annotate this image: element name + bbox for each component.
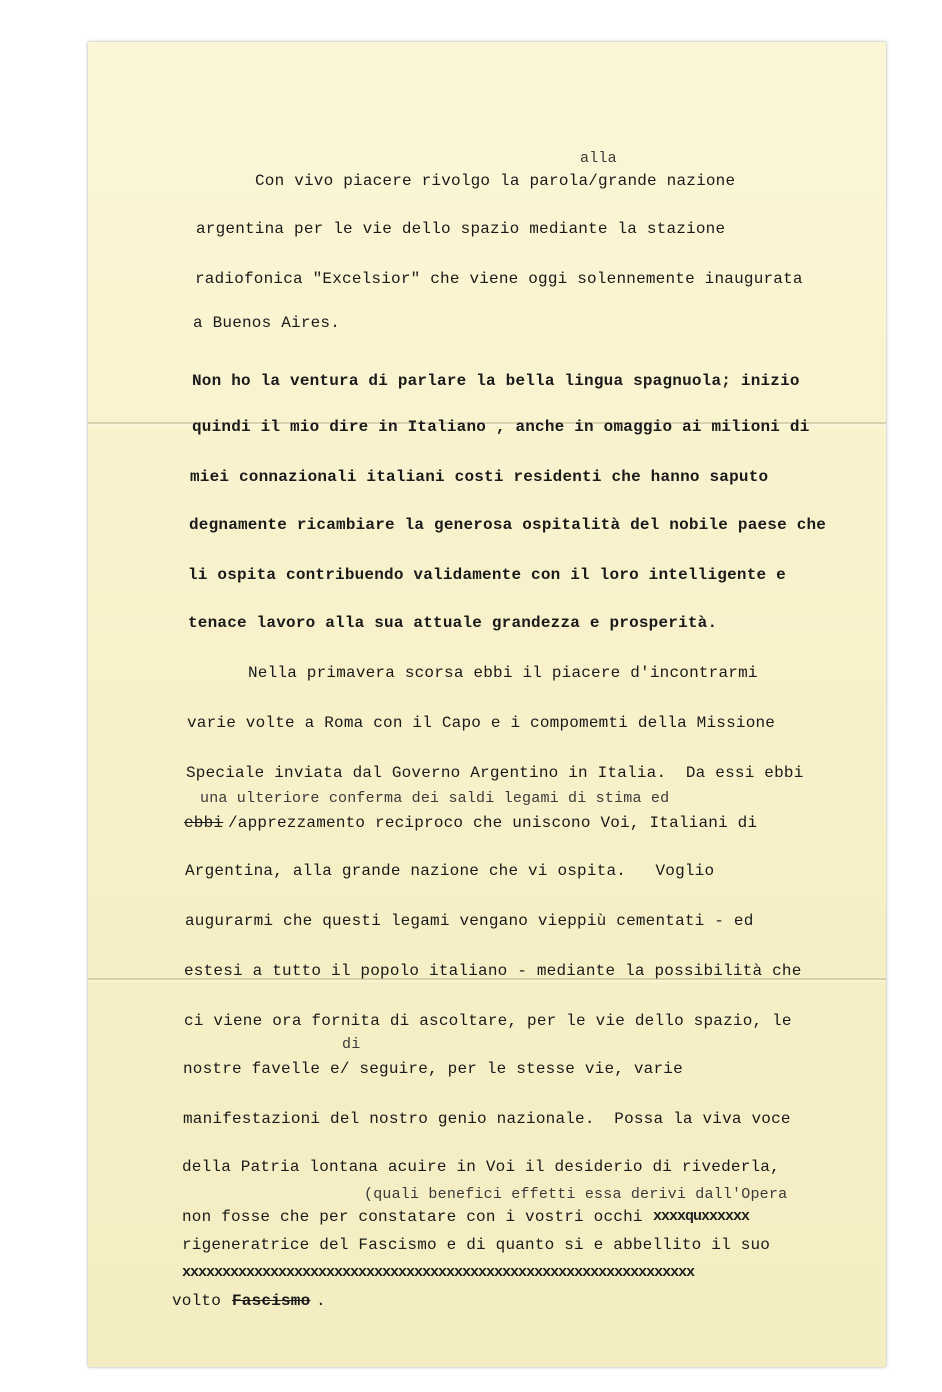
struck-ebbi: ebbi [184, 814, 224, 832]
text-line-18: ci viene ora fornita di ascoltare, per le vie dello spazio, le [184, 1012, 792, 1030]
struck-fascismo: Fascismo [232, 1292, 311, 1310]
text-line-16: augurarmi che questi legami vengano vieppiù cementati - ed [185, 912, 754, 930]
text-line-20: manifestazioni del nostro genio nazionale. Possa la viva voce [183, 1110, 791, 1128]
text-line-4: a Buenos Aires. [193, 314, 341, 332]
text-line-13: Speciale inviata dal Governo Argentino in Italia. Da essi ebbi [186, 764, 804, 782]
text-line-14: /apprezzamento reciproco che uniscono Voi, Italiani di [228, 814, 758, 832]
text-line-23: rigeneratrice del Fascismo e di quanto si e abbellito il suo [182, 1236, 771, 1254]
text-line-12: varie volte a Roma con il Capo e i compomemti della Missione [187, 714, 776, 732]
interlinear-di: di [342, 1036, 361, 1053]
text-line-2: argentina per le vie dello spazio mediante la stazione [196, 220, 726, 238]
text-line-1: Con vivo piacere rivolgo la parola/grande nazione [255, 172, 736, 190]
letter-sheet [88, 42, 886, 1367]
text-line-24: volto [172, 1292, 231, 1310]
ending-period: . [316, 1292, 326, 1310]
text-line-21: della Patria lontana acuire in Voi il desiderio di rivederla, [182, 1158, 780, 1176]
struck-occhi-tail: xxxxquxxxxxx [653, 1208, 750, 1225]
text-line-8: degnamente ricambiare la generosa ospitalità del nobile paese che [189, 516, 827, 534]
text-line-7: miei connazionali italiani costi residenti che hanno saputo [190, 468, 769, 486]
struck-row: xxxxxxxxxxxxxxxxxxxxxxxxxxxxxxxxxxxxxxxxxxxxxxxxxxxxxxxxxxxxxxxx [182, 1264, 695, 1281]
interlinear-alla: alla [580, 150, 617, 167]
text-line-11: Nella primavera scorsa ebbi il piacere d'incontrarmi [248, 664, 758, 682]
text-line-15: Argentina, alla grande nazione che vi ospita. Voglio [185, 862, 715, 880]
inserted-line-2: (quali benefici effetti essa derivi dall'Opera [364, 1186, 788, 1203]
text-line-6: quindi il mio dire in Italiano , anche in omaggio ai milioni di [192, 418, 810, 436]
text-line-10: tenace lavoro alla sua attuale grandezza e prosperità. [188, 614, 718, 632]
text-line-22: non fosse che per constatare con i vostri occhi [182, 1208, 643, 1226]
text-line-9: li ospita contribuendo validamente con il loro intelligente e [188, 566, 786, 584]
text-line-3: radiofonica "Excelsior" che viene oggi solennemente inaugurata [195, 270, 803, 288]
inserted-line: una ulteriore conferma dei saldi legami di stima ed [200, 790, 670, 807]
text-line-5: Non ho la ventura di parlare la bella lingua spagnuola; inizio [192, 372, 800, 390]
text-line-17: estesi a tutto il popolo italiano - mediante la possibilità che [184, 962, 802, 980]
text-line-19: nostre favelle e/ seguire, per le stesse vie, varie [183, 1060, 683, 1078]
